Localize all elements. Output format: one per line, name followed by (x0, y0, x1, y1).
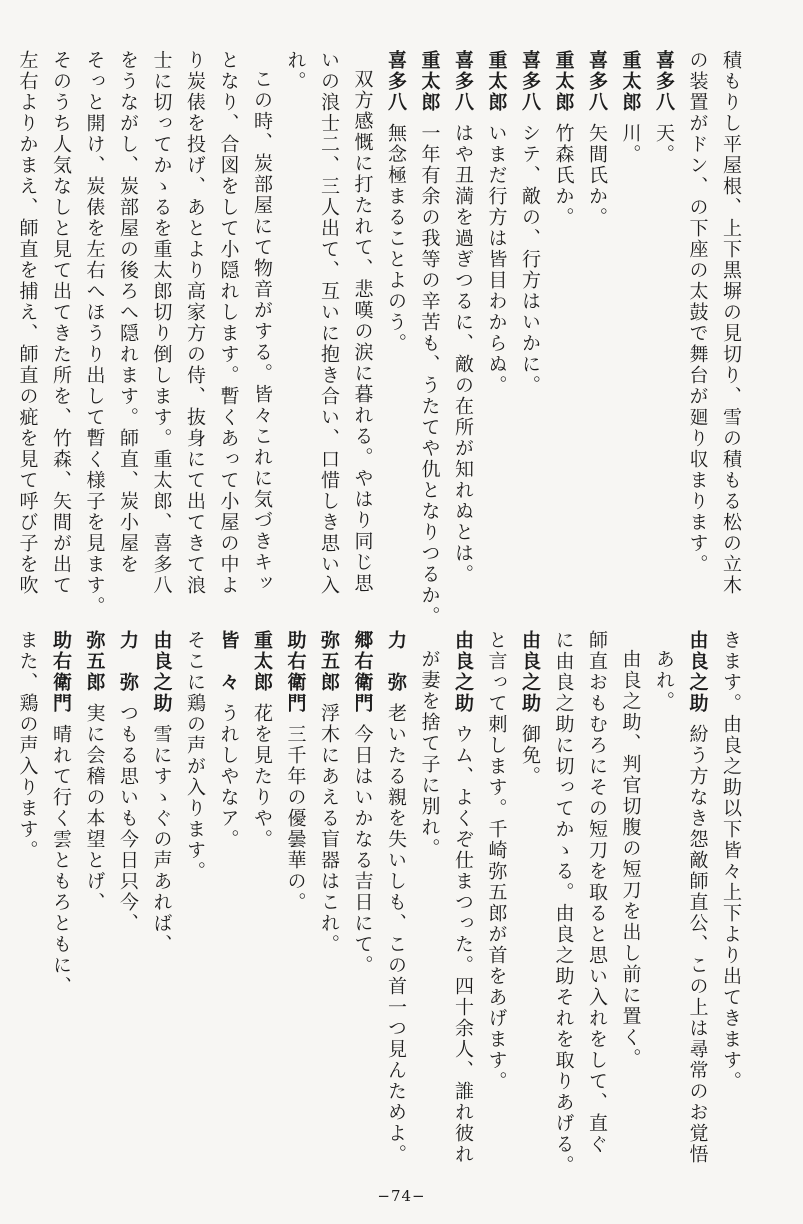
line-text: 実に会稽の本望とげ、 (83, 703, 106, 913)
line-text: ウム、よくぞ仕まつった。四十余人、誰れ彼れ (452, 724, 474, 1165)
script-block-top (16, 50, 747, 627)
speaker-name: 皆 々 (217, 630, 240, 693)
script-line (144, 50, 178, 610)
speaker-name: 由良之助 (452, 630, 474, 714)
line-text: 老いたる親を失いしも、この首一つ見んためよ。 (385, 703, 407, 1165)
line-text: 矢間氏か。 (586, 123, 608, 228)
line-text: 紛う方なき怨敵師直公、この上は尋常のお覚悟 (686, 724, 709, 1165)
script-line (513, 50, 547, 610)
speaker-name: 重太郎 (552, 50, 575, 113)
line-text: が妻を捨て子に別れ。 (418, 649, 441, 859)
line-text: また、鶏の声入ります。 (16, 630, 39, 861)
script-line (345, 69, 379, 610)
script-line (647, 50, 681, 610)
line-text: 一年有余の我等の辛苦も、うたてや仇となりつるか。 (418, 123, 441, 627)
speaker-name: 重太郎 (485, 50, 508, 113)
script-line (10, 630, 44, 1190)
script-line (278, 50, 312, 610)
line-text: に由良之助に切ってかゝる。由良之助それを取りあげる。 (552, 630, 575, 1176)
script-line (312, 630, 346, 1190)
script-line (680, 630, 714, 1190)
script-line (44, 50, 78, 610)
speaker-name: 喜多八 (452, 50, 474, 113)
line-text: きます。由良之助以下皆々上下より出てきます。 (720, 630, 742, 1092)
speaker-name: 力 弥 (117, 630, 139, 693)
script-line (111, 50, 145, 610)
line-text: つもる思いも今日只今、 (117, 703, 139, 934)
line-text: うれしやなア。 (217, 703, 240, 850)
line-text: 浮木にあえる盲器はこれ。 (318, 703, 340, 955)
script-block-bottom (16, 630, 747, 1190)
speaker-name: 喜多八 (653, 50, 675, 113)
speaker-name: 喜多八 (519, 50, 541, 113)
script-line (647, 649, 681, 1190)
line-text: この時、炭部屋にて物音がする。皆々これに気づきキッ (251, 69, 273, 594)
script-line (680, 50, 714, 610)
line-text: そっと開け、炭俵を左右へほうり出して暫く様子を見ます。 (83, 50, 106, 617)
line-text: 竹森氏か。 (552, 123, 575, 228)
script-line (312, 50, 346, 610)
script-line (379, 630, 413, 1190)
line-text: をうながし、炭部屋の後ろへ隠れます。師直、炭小屋を (117, 50, 139, 575)
line-text: 晴れて行く雲ともろともに、 (50, 724, 72, 997)
page-number: −74− (377, 1187, 426, 1205)
speaker-name: 力 弥 (385, 630, 407, 693)
speaker-name: 助右衛門 (284, 630, 307, 714)
line-text: となり、合図をして小隠れします。暫くあって小屋の中よ (217, 50, 240, 596)
speaker-name: 弥五郎 (318, 630, 340, 693)
speaker-name: 重太郎 (418, 50, 441, 113)
line-text: 師直おもむろにその短刀を取ると思い入れをして、直ぐ (586, 630, 608, 1155)
script-line (379, 50, 413, 610)
line-text: り炭俵を投げ、あとより高家方の侍、抜身にて出てきて浪 (184, 50, 206, 596)
script-line (178, 50, 212, 610)
line-text: 雪にすゝぐの声あれば、 (150, 724, 173, 955)
line-text: と言って刺します。千崎弥五郎が首をあげます。 (485, 630, 508, 1092)
speaker-name: 由良之助 (519, 630, 541, 714)
speaker-name: 由良之助 (686, 630, 709, 714)
line-text: そこに鶏の声が入ります。 (184, 630, 206, 882)
script-line (77, 630, 111, 1190)
line-text: 積もりし平屋根、上下黒塀の見切り、雪の積もる松の立木 (720, 50, 742, 596)
script-line (714, 630, 748, 1190)
script-line (479, 50, 513, 610)
script-line (77, 50, 111, 617)
line-text: いの浪士二、三人出て、互いに抱き合い、口惜しき思い入 (318, 50, 340, 596)
speaker-name: 郷右衛門 (351, 630, 374, 714)
line-text: はや丑満を過ぎつるに、敵の在所が知れぬとは。 (452, 123, 474, 585)
speaker-name: 助右衛門 (50, 630, 72, 714)
speaker-name: 喜多八 (586, 50, 608, 113)
script-line (479, 630, 513, 1190)
script-line (211, 630, 245, 1190)
script-line (412, 50, 446, 627)
line-text: 花を見たりや。 (251, 703, 273, 850)
script-line (714, 50, 748, 610)
script-line (412, 649, 446, 1190)
line-text: 由良之助、判官切腹の短刀を出し前に置く。 (619, 649, 642, 1069)
script-line (546, 50, 580, 610)
speaker-name: 由良之助 (150, 630, 173, 714)
script-line (211, 50, 245, 610)
line-text: れ。 (284, 50, 307, 92)
script-line (178, 630, 212, 1190)
script-line (44, 630, 78, 1190)
script-line (245, 69, 279, 610)
speaker-name: 喜多八 (385, 50, 407, 113)
script-line (446, 50, 480, 610)
speaker-name: 重太郎 (619, 50, 642, 113)
line-text: 今日はいかなる吉日にて。 (351, 724, 374, 976)
script-line (446, 630, 480, 1190)
script-line (10, 50, 44, 610)
line-text: 左右よりかまえ、師直を捕え、師直の疵を見て呼び子を吹 (16, 50, 39, 596)
speaker-name: 弥五郎 (83, 630, 106, 693)
speaker-name: 重太郎 (251, 630, 273, 693)
script-line (613, 50, 647, 610)
script-line (144, 630, 178, 1190)
script-line (345, 630, 379, 1190)
script-line (513, 630, 547, 1190)
line-text: 川。 (619, 123, 642, 165)
script-line (580, 50, 614, 610)
script-line (580, 630, 614, 1190)
line-text: の装置がドン、の下座の太鼓で舞台が廻り収まります。 (686, 50, 709, 575)
script-line (111, 630, 145, 1190)
line-text: あれ。 (653, 649, 675, 712)
script-line (278, 630, 312, 1190)
line-text: 三千年の優曇華の。 (284, 724, 307, 913)
script-line (613, 649, 647, 1190)
line-text: 無念極まることよのう。 (385, 123, 407, 354)
line-text: そのうち人気なしと見て出てきた所を、竹森、矢間が出て (50, 50, 72, 596)
line-text: 天。 (653, 123, 675, 165)
line-text: 士に切ってかゝるを重太郎切り倒します。重太郎、喜多八 (150, 50, 173, 596)
script-line (245, 630, 279, 1190)
line-text: いまだ行方は皆目わからぬ。 (485, 123, 508, 396)
script-line (546, 630, 580, 1190)
line-text: 御免。 (519, 724, 541, 787)
line-text: シテ、敵の、行方はいかに。 (519, 123, 541, 396)
line-text: 双方感慨に打たれて、悲嘆の涙に暮れる。やはり同じ思 (351, 69, 374, 594)
